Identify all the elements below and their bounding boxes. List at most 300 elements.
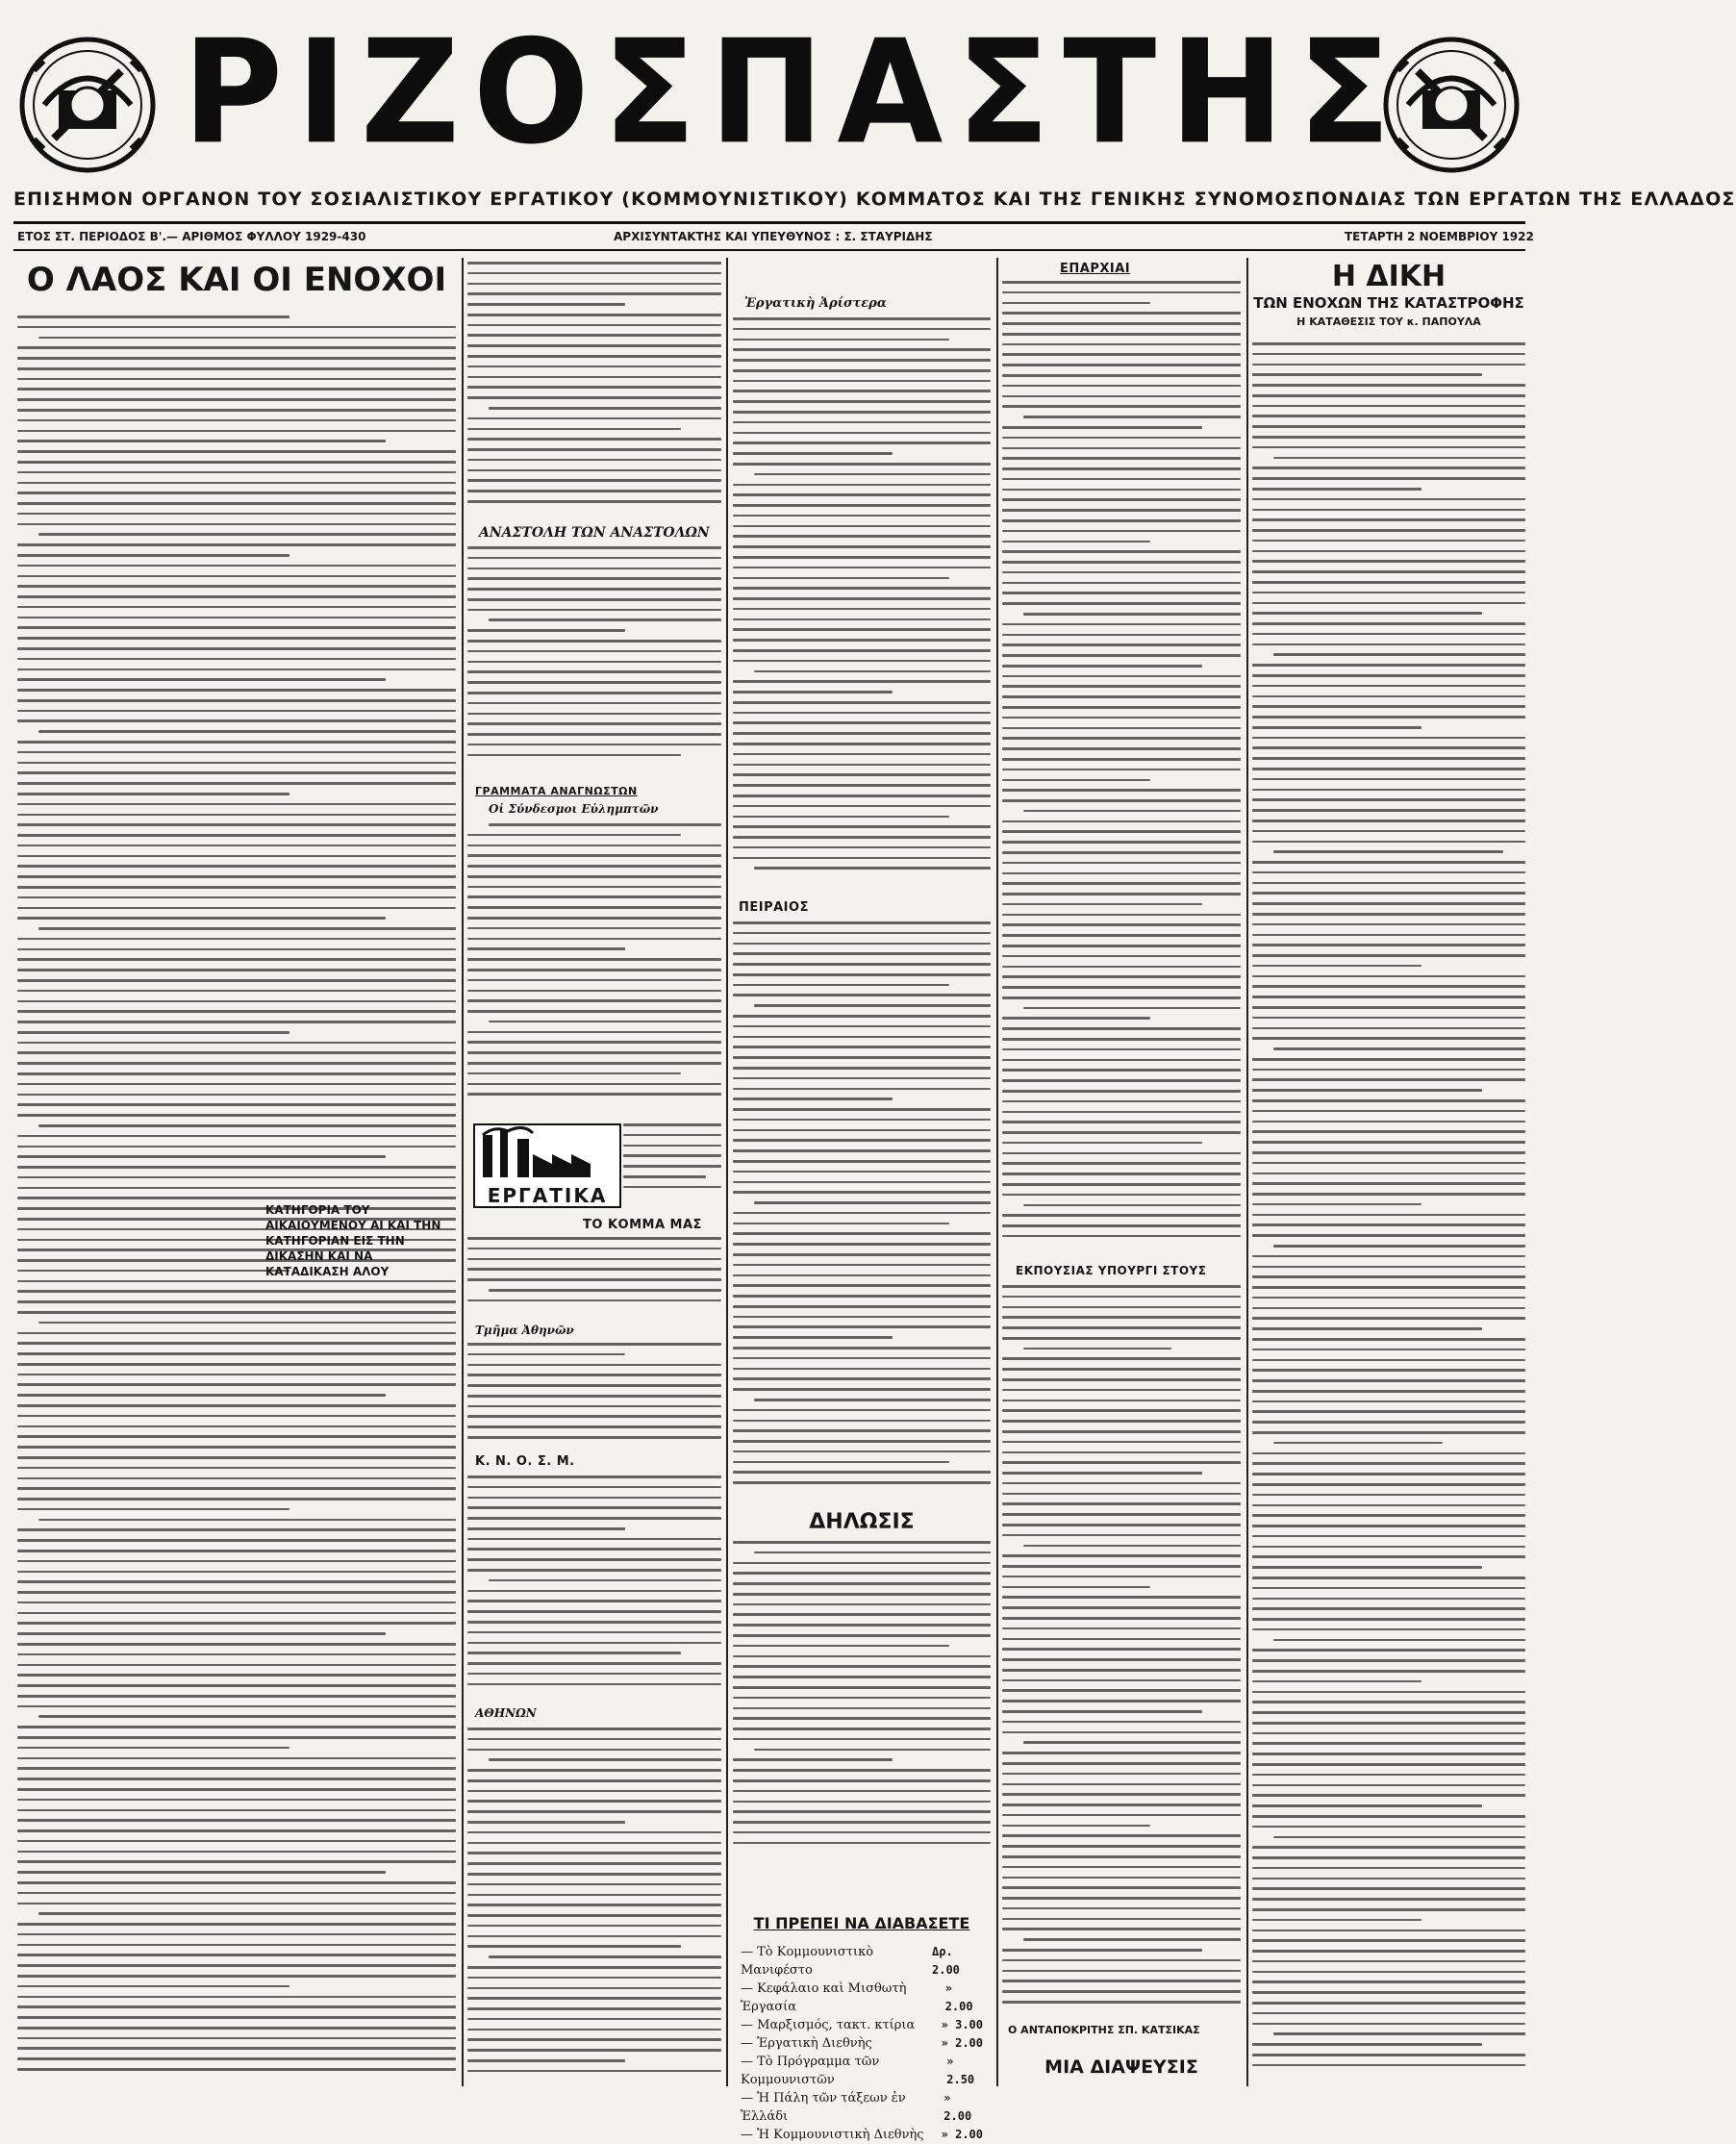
text-line	[1252, 2054, 1525, 2056]
text-line	[489, 407, 721, 410]
text-line	[1002, 727, 1241, 730]
text-line	[1002, 1337, 1241, 1340]
text-line	[467, 1353, 625, 1356]
text-line	[17, 875, 456, 878]
text-line	[467, 1800, 721, 1803]
text-line	[1002, 1235, 1241, 1238]
text-line	[1002, 934, 1241, 937]
text-line	[733, 525, 991, 528]
text-line	[1252, 540, 1525, 542]
text-line	[1252, 1099, 1525, 1102]
text-line	[1002, 322, 1241, 325]
editor-info: ΑΡΧΙΣΥΝΤΑΚΤΗΣ ΚΑΙ ΥΠΕΥΘΥΝΟΣ : Σ. ΣΤΑΥΡΙΔΗΣ	[614, 230, 933, 243]
declaration-title: ΔΗΛΩΣΙΣ	[809, 1510, 915, 1534]
text-line	[1002, 643, 1241, 646]
text-line	[733, 984, 949, 987]
text-line	[1252, 394, 1525, 397]
text-line	[1002, 1773, 1241, 1776]
text-line	[17, 595, 456, 598]
section-athens: Τμῆμα Ἀθηνῶν	[475, 1324, 574, 1337]
text-line	[1252, 1317, 1525, 1320]
text-line	[17, 793, 289, 795]
text-line	[17, 1021, 456, 1023]
text-line	[1002, 395, 1241, 398]
text-line	[467, 1749, 721, 1752]
text-line	[1002, 1814, 1241, 1817]
text-line	[733, 639, 991, 642]
text-line	[17, 678, 386, 681]
text-line	[1002, 353, 1241, 356]
subhead-ergatiki: Ἐργατικὴ Ἀρίστερα	[744, 296, 887, 311]
text-line	[733, 1097, 893, 1100]
text-line	[733, 390, 991, 392]
text-line	[17, 907, 456, 910]
text-line	[733, 577, 949, 580]
text-line	[17, 346, 456, 349]
text-line	[1002, 1285, 1241, 1288]
text-line	[17, 658, 456, 661]
text-line	[467, 661, 721, 664]
text-line	[1002, 302, 1150, 305]
text-line	[467, 1935, 721, 1938]
text-line	[1252, 373, 1482, 376]
text-line	[1002, 1090, 1241, 1093]
text-line	[467, 1904, 721, 1906]
text-line	[1252, 1960, 1525, 1963]
article-body	[467, 823, 721, 1112]
text-line	[733, 1056, 991, 1059]
text-line	[1002, 1316, 1241, 1319]
text-line	[1002, 1111, 1241, 1114]
text-line	[733, 1440, 991, 1443]
text-line	[1023, 1741, 1241, 1744]
text-line	[1252, 1711, 1525, 1714]
text-line	[467, 469, 721, 472]
text-line	[1002, 1326, 1241, 1329]
text-line	[1002, 1357, 1241, 1360]
column-3	[733, 258, 991, 2142]
text-line	[467, 1997, 721, 2000]
text-line	[1023, 1007, 1241, 1010]
text-line	[467, 1506, 721, 1509]
text-line	[733, 732, 991, 735]
text-line	[467, 979, 721, 982]
text-line	[1273, 1442, 1443, 1445]
column-divider	[996, 258, 998, 2086]
text-line	[467, 2029, 721, 2031]
text-line	[1002, 1368, 1241, 1371]
text-line	[1252, 550, 1525, 553]
text-line	[1252, 364, 1525, 366]
text-line	[1002, 1079, 1241, 1082]
text-line	[1002, 1907, 1241, 1910]
text-line	[467, 938, 721, 941]
text-line	[467, 1610, 721, 1613]
text-line	[1252, 934, 1525, 937]
text-line	[1252, 975, 1525, 978]
text-line	[733, 1232, 991, 1235]
text-line	[17, 948, 456, 951]
text-line	[1252, 1173, 1525, 1175]
text-line	[467, 1842, 721, 1845]
text-line	[489, 1289, 721, 1292]
article-body	[1252, 342, 1525, 2086]
text-line	[17, 689, 456, 692]
text-line	[733, 743, 991, 745]
text-line	[1252, 1058, 1525, 1061]
text-line	[1002, 1224, 1241, 1227]
text-line	[1002, 685, 1241, 688]
text-line	[1002, 830, 1241, 833]
text-line	[1002, 1565, 1241, 1568]
headline-trial-sub2: Η ΚΑΤΑΘΕΣΙΣ ΤΟΥ κ. ΠΑΠΟΥΛΑ	[1296, 315, 1481, 328]
text-line	[1252, 2012, 1525, 2015]
text-line	[733, 1284, 991, 1287]
text-line	[1002, 1897, 1241, 1900]
text-line	[733, 1541, 991, 1544]
text-line	[1002, 1534, 1241, 1537]
text-line	[1002, 758, 1241, 761]
text-line	[1002, 426, 1202, 429]
headline-people-guilty: Ο ΛΑΟΣ ΚΑΙ ΟΙ ΕΝΟΧΟΙ	[26, 261, 447, 299]
text-line	[1002, 779, 1150, 782]
text-line	[489, 1021, 721, 1023]
text-line	[1252, 861, 1525, 864]
text-line	[1252, 1130, 1525, 1133]
section-party: ΤΟ ΚΟΜΜΑ ΜΑΣ	[583, 1218, 702, 1232]
column-2	[467, 258, 721, 2086]
text-line	[467, 1862, 721, 1865]
text-line	[467, 1966, 721, 1969]
text-line	[733, 587, 991, 590]
text-line	[1252, 985, 1525, 988]
text-line	[1252, 1980, 1525, 1983]
text-line	[17, 1062, 456, 1065]
text-line	[1252, 1514, 1525, 1517]
text-line	[467, 958, 721, 961]
text-line	[17, 814, 456, 817]
text-line	[1002, 1980, 1241, 1982]
text-line	[733, 973, 991, 976]
text-line	[733, 816, 949, 819]
text-line	[1252, 1027, 1525, 1030]
text-line	[467, 272, 721, 275]
text-line	[467, 854, 721, 857]
text-line	[1252, 1846, 1525, 1849]
text-line	[467, 1436, 721, 1439]
text-line	[733, 1717, 991, 1720]
text-line	[733, 1409, 991, 1412]
text-line	[733, 1212, 991, 1215]
text-line	[733, 721, 991, 724]
text-line	[1002, 602, 1241, 605]
text-line	[733, 535, 991, 538]
text-line	[467, 886, 721, 889]
text-line	[1252, 674, 1525, 677]
text-line	[467, 2038, 721, 2041]
text-line	[1252, 2002, 1525, 2005]
text-line	[1002, 675, 1241, 678]
text-line	[1252, 913, 1525, 916]
text-line	[1002, 1472, 1202, 1475]
text-line	[1002, 737, 1241, 740]
text-line	[1252, 1297, 1525, 1299]
article-body	[467, 1476, 721, 1697]
text-line	[1252, 902, 1525, 905]
text-line	[1002, 747, 1241, 750]
text-line	[1252, 1939, 1525, 1942]
text-line	[1002, 374, 1241, 377]
text-line	[467, 969, 721, 971]
text-line	[733, 1015, 991, 1018]
text-line	[1252, 1349, 1525, 1351]
text-line	[1002, 1524, 1241, 1526]
text-line	[17, 1985, 289, 1988]
text-line	[1002, 872, 1241, 875]
text-line	[733, 1181, 991, 1184]
article-body	[467, 1343, 721, 1449]
text-line	[1002, 1576, 1241, 1578]
text-line	[733, 1253, 991, 1256]
text-line	[1252, 1701, 1525, 1703]
text-line	[489, 1758, 721, 1761]
text-line	[733, 1305, 991, 1308]
text-line	[1002, 706, 1241, 709]
text-line	[1252, 1670, 1525, 1673]
text-line	[1002, 1731, 1241, 1734]
text-line	[467, 1631, 721, 1634]
text-line	[1002, 1441, 1241, 1444]
text-line	[17, 1176, 456, 1179]
reading-item: — Ἡ Κομμουνιστικὴ Διεθνὴς » 2.00	[741, 2128, 983, 2142]
text-line	[467, 1831, 721, 1834]
text-line	[1002, 1669, 1241, 1672]
headline-trial-sub: ΤΩΝ ΕΝΟΧΩΝ ΤΗΣ ΚΑΤΑΣΤΡΟΦΗΣ	[1253, 293, 1524, 312]
text-line	[1252, 633, 1525, 636]
article-body	[1002, 2085, 1241, 2086]
text-line	[733, 1119, 991, 1122]
text-line	[733, 628, 991, 631]
text-line	[1252, 1338, 1525, 1341]
text-line	[1002, 385, 1241, 388]
text-line	[467, 1683, 721, 1686]
issue-date: ΤΕΤΑΡΤΗ 2 ΝΟΕΜΒΡΙΟΥ 1922	[1345, 230, 1534, 243]
text-line	[1002, 1855, 1241, 1858]
text-line	[733, 1645, 949, 1648]
text-line	[733, 556, 991, 559]
text-line	[1252, 841, 1525, 844]
text-line	[467, 396, 721, 399]
text-line	[1252, 1898, 1525, 1901]
text-line	[1252, 560, 1525, 563]
masthead	[0, 0, 1736, 221]
text-line	[1252, 1732, 1525, 1735]
text-line	[1002, 893, 1241, 895]
text-line	[467, 1728, 721, 1730]
text-line	[1002, 1617, 1241, 1620]
text-line	[467, 598, 721, 601]
text-line	[467, 366, 721, 368]
text-line	[1252, 1017, 1525, 1020]
text-line	[1002, 592, 1241, 594]
text-line	[1002, 1502, 1241, 1505]
text-line	[17, 1155, 386, 1158]
text-line	[733, 1634, 991, 1637]
text-line	[1252, 664, 1525, 667]
text-line	[1252, 1618, 1525, 1621]
text-line	[17, 1270, 289, 1273]
text-line	[623, 1134, 721, 1137]
text-line	[1002, 1877, 1241, 1879]
text-line	[1002, 1378, 1241, 1381]
text-line	[733, 649, 991, 652]
text-line	[1252, 1763, 1525, 1766]
text-line	[733, 1129, 991, 1132]
text-line	[1002, 333, 1241, 336]
text-line	[733, 1603, 991, 1606]
text-line	[733, 1357, 991, 1360]
text-line	[1252, 1162, 1525, 1165]
text-line	[1002, 1949, 1202, 1952]
section-eparxiai: ΕΠΑΡΧΙΑΙ	[1060, 262, 1131, 276]
text-line	[733, 1139, 991, 1142]
text-line	[1002, 1928, 1241, 1930]
text-line	[1252, 737, 1525, 740]
text-line	[17, 471, 456, 474]
text-line	[17, 388, 456, 391]
text-line	[17, 886, 456, 889]
text-line	[1252, 1193, 1525, 1196]
text-line	[1002, 945, 1241, 947]
text-line	[467, 834, 681, 837]
section-neuterotis: ΕΚΠΟΥΣΙΑΣ ΥΠΟΥΡΓΙ ΣΤΟΥΣ	[1016, 1264, 1207, 1277]
text-line	[733, 1461, 949, 1464]
text-line	[467, 1914, 721, 1917]
text-line	[1252, 1535, 1525, 1538]
text-line	[1002, 1638, 1241, 1641]
text-line	[1252, 643, 1525, 646]
text-line	[1002, 1783, 1241, 1786]
text-line	[467, 1384, 721, 1387]
text-line	[467, 1083, 721, 1086]
highlight-text: ΚΑΤΗΓΟΡΙΑ ΤΟΥ ΑΙΚΑΙΟΥΜΕΝΟΥ ΑΙ ΚΑΙ ΤΗΝ ΚΑΤΗΓΟΡΙΑΝ ΕΙΣ ΤΗΝ ΔΙΚΑΣΗΝ ΚΑΙ ΝΑ ΚΑΤΑΔΙΚΑΣΗ ΑΛΟΥ	[265, 1203, 441, 1278]
text-line	[623, 1154, 721, 1157]
text-line	[1252, 871, 1525, 874]
text-line	[467, 713, 721, 716]
article-body	[733, 1541, 991, 1858]
text-line	[1002, 1400, 1241, 1402]
text-line	[17, 762, 456, 765]
text-line	[467, 417, 721, 420]
text-line	[1252, 1722, 1525, 1725]
text-line	[1002, 923, 1241, 926]
text-line	[467, 1558, 721, 1561]
text-line	[733, 1842, 991, 1845]
text-line	[733, 1274, 991, 1277]
text-line	[467, 500, 721, 503]
text-line	[17, 917, 386, 920]
column-divider	[1246, 258, 1248, 2086]
text-line	[467, 629, 625, 632]
text-line	[467, 744, 721, 746]
text-line	[467, 1299, 721, 1302]
text-line	[1252, 353, 1525, 356]
text-line	[1002, 291, 1241, 294]
text-line	[733, 452, 893, 455]
text-line	[733, 1223, 949, 1225]
text-line	[623, 1165, 721, 1168]
text-line	[17, 1166, 456, 1169]
text-line	[17, 834, 456, 837]
text-line	[1252, 1473, 1525, 1476]
text-line	[1252, 1804, 1482, 1807]
text-line	[1023, 416, 1241, 418]
text-line	[733, 1388, 991, 1391]
text-line	[733, 784, 991, 787]
text-line	[467, 1538, 721, 1541]
text-line	[733, 1325, 991, 1328]
text-line	[733, 1481, 991, 1484]
text-line	[467, 692, 721, 694]
text-line	[1002, 1721, 1241, 1724]
text-line	[1252, 1255, 1525, 1258]
text-line	[467, 681, 721, 684]
text-line	[1252, 405, 1525, 408]
text-line	[1002, 1017, 1150, 1020]
text-line	[1002, 966, 1241, 969]
text-line	[1252, 1307, 1525, 1310]
text-line	[1252, 1991, 1525, 1994]
text-line	[467, 670, 721, 673]
text-line	[17, 803, 456, 806]
text-line	[1002, 1409, 1241, 1412]
column-1b	[265, 1202, 456, 2086]
text-line	[733, 339, 949, 341]
factory-icon	[475, 1125, 616, 1181]
text-line	[733, 1171, 991, 1173]
text-line	[489, 1955, 721, 1958]
text-line	[733, 773, 991, 776]
text-line	[1002, 789, 1241, 792]
text-line	[467, 1977, 721, 1980]
article-body	[467, 262, 721, 519]
text-line	[733, 857, 991, 860]
text-line	[1252, 923, 1525, 926]
text-line	[1273, 2032, 1525, 2035]
text-line	[733, 932, 991, 935]
column-divider	[726, 258, 728, 2086]
text-line	[467, 1395, 721, 1398]
text-line	[1002, 1131, 1241, 1134]
text-line	[1002, 1586, 1150, 1589]
text-line	[467, 1642, 721, 1645]
text-line	[1002, 509, 1241, 512]
text-line	[467, 1072, 681, 1075]
text-line	[1252, 1421, 1525, 1424]
text-line	[17, 1135, 456, 1138]
text-line	[1002, 1430, 1241, 1433]
text-line	[17, 1094, 456, 1097]
text-line	[1252, 820, 1525, 822]
text-line	[467, 1738, 721, 1741]
text-line	[1252, 1576, 1525, 1579]
text-line	[38, 337, 456, 340]
article-body	[623, 1123, 721, 1204]
text-line	[17, 450, 456, 453]
text-line	[1002, 312, 1241, 315]
text-line	[467, 283, 721, 286]
text-line	[17, 523, 456, 526]
